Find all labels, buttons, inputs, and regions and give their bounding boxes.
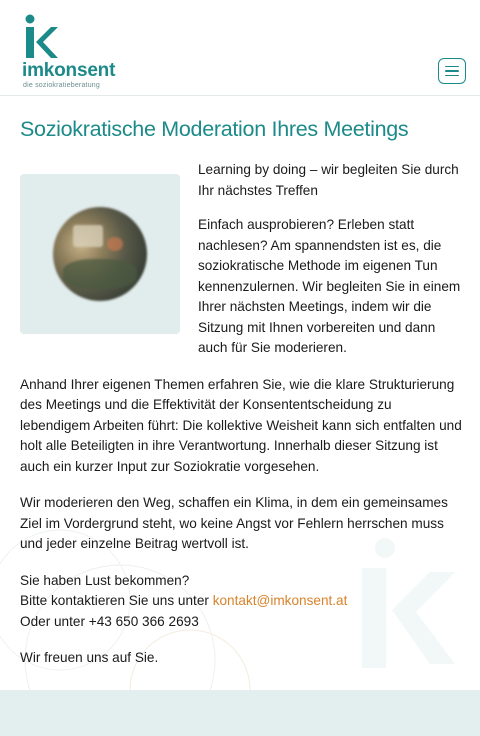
hamburger-menu-icon — [445, 66, 459, 68]
contact-line-2: Bitte kontaktieren Sie uns unter — [20, 593, 213, 608]
paragraph-1: Einfach ausprobieren? Erleben statt nachlesen? Am spannendsten ist es, die soziokratische Methode im eigenen Tun kennenzulernen. Wir begleiten Sie in einem Ihrer nächsten Meetings, indem wir die Sitzung mit Ihnen vorbereiten und dann auch für Sie moderieren. — [198, 217, 461, 355]
logo-wordmark: imkonsent — [22, 60, 116, 81]
site-header — [0, 0, 480, 96]
contact-email-link[interactable]: kontakt@imkonsent.at — [212, 593, 348, 608]
menu-button[interactable] — [438, 58, 466, 84]
logo-mark-icon — [24, 14, 58, 60]
site-footer — [0, 690, 480, 736]
site-logo[interactable] — [22, 14, 116, 89]
hamburger-line — [445, 70, 459, 72]
paragraph-2: Anhand Ihrer eigenen Themen erfahren Sie, wie die klare Strukturierung des Meetings und die Effektivität der Konsententscheidung zu lebendigem Arbeiten führt: Die kollektive Weisheit kann sich entfalten und holt alle Beteiligten in ihre Verantwortung. Innerhalb dieser Sitzung ist auch ein kurzer Input zur Soziokratie vorgesehen. — [20, 376, 462, 474]
article-body — [20, 160, 464, 669]
meeting-photo — [53, 207, 147, 301]
paragraph-3: Wir moderieren den Weg, schaffen ein Klima, in dem ein gemeinsames Ziel im Vordergrund steht, wo keine Angst vor Fehlern herrschen muss und jeder einzelne Beitrag wertvoll ist. — [20, 495, 448, 551]
logo-tagline: die soziokratieberatung — [23, 82, 100, 89]
main-content — [20, 112, 464, 669]
contact-line-1: Sie haben Lust bekommen? — [20, 572, 190, 588]
intro-text: Learning by doing – wir begleiten Sie durch Ihr nächstes Treffen — [198, 162, 459, 198]
closing-text: Wir freuen uns auf Sie. — [20, 650, 159, 665]
hamburger-line — [445, 75, 459, 77]
page-title: Soziokratische Moderation Ihres Meetings — [20, 117, 409, 141]
image-card — [20, 174, 180, 334]
contact-block — [20, 571, 464, 633]
contact-phone: Oder unter +43 650 366 2693 — [20, 613, 199, 629]
